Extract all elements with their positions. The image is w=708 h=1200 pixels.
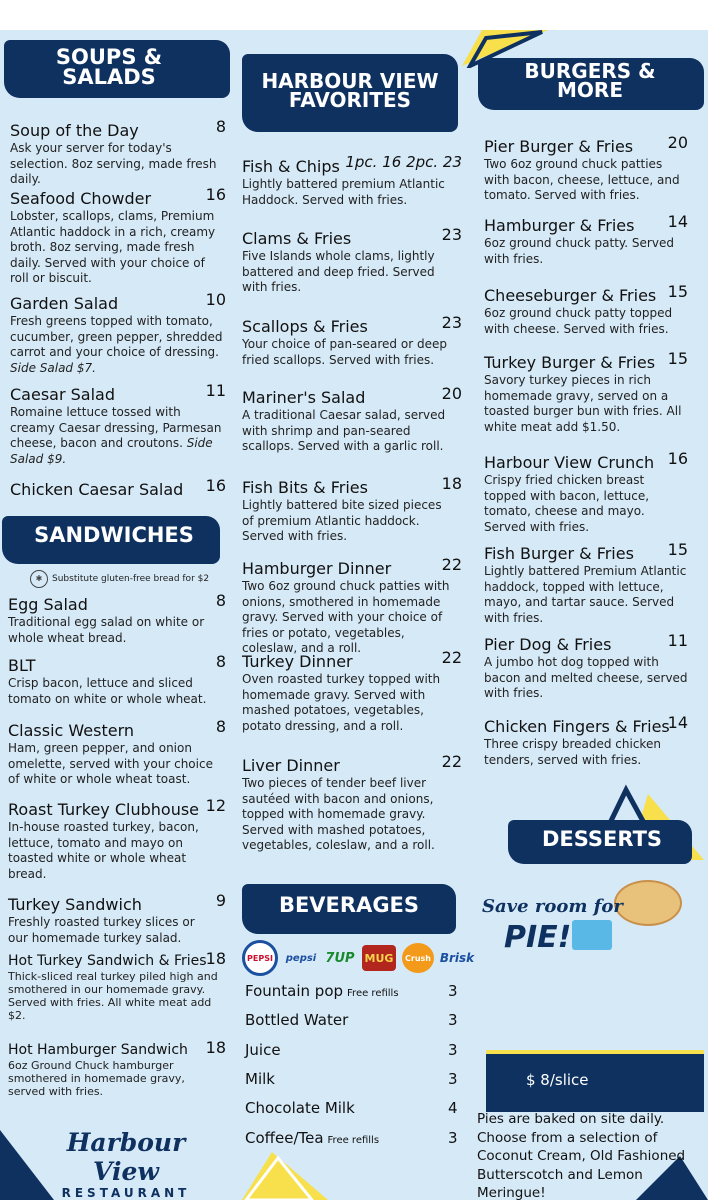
burgers-item bbox=[484, 713, 688, 768]
burgers-item-name: Chicken Fingers & Fries bbox=[484, 717, 670, 736]
sandwiches-item-name: Roast Turkey Clubhouse bbox=[8, 800, 200, 819]
burgers-item-name: Fish Burger & Fries bbox=[484, 544, 634, 563]
crush-logo: Crush bbox=[402, 943, 434, 973]
sandwiches-item-name: Hot Turkey Sandwich & Fries bbox=[8, 953, 207, 969]
burgers-item-description: Lightly battered Premium Atlantic haddock, topped with lettuce, mayo, and tartar sauce. Served with fries. bbox=[484, 564, 687, 625]
favorites-item-description: Your choice of pan-seared or deep fried scallops. Served with fries. bbox=[242, 337, 447, 367]
soups-item-price: 8 bbox=[215, 117, 226, 136]
sandwiches-item bbox=[8, 717, 226, 788]
burgers-item-description: Savory turkey pieces in rich homemade gravy, served on a toasted burger bun with fries. All white meat add $1.50. bbox=[484, 373, 682, 434]
soups-item-price: 16 bbox=[205, 185, 226, 204]
burgers-item-price: 14 bbox=[667, 212, 688, 231]
7up-logo: 7UP bbox=[325, 950, 355, 966]
beverage-item-price: 3 bbox=[448, 1011, 458, 1029]
sandwiches-item-description: Freshly roasted turkey slices or our homemade turkey salad. bbox=[8, 915, 195, 945]
burgers-title: BURGERS & MORE bbox=[524, 59, 656, 102]
triangle-decoration-bev bbox=[232, 1150, 332, 1200]
beverage-item-name: Chocolate Milk bbox=[245, 1099, 355, 1117]
beverage-item-price: 3 bbox=[448, 1129, 458, 1147]
burgers-item-name: Hamburger & Fries bbox=[484, 216, 635, 235]
burgers-item-name: Turkey Burger & Fries bbox=[484, 353, 656, 372]
soups-item bbox=[10, 476, 226, 499]
soups-item-price: 16 bbox=[205, 476, 226, 495]
soups-item-description: Fresh greens topped with tomato, cucumber, green pepper, shredded carrot and your choice of dressing. Side Salad $7. bbox=[10, 314, 223, 375]
burgers-item-price: 15 bbox=[667, 349, 688, 368]
soups-item-note: Side Salad $7. bbox=[10, 360, 96, 375]
burgers-item-price: 15 bbox=[667, 540, 688, 559]
sandwiches-item-description: In-house roasted turkey, bacon, lettuce, tomato and mayo on toasted white or whole wheat bread. bbox=[8, 820, 199, 881]
favorites-title: HARBOUR VIEW FAVORITES bbox=[261, 69, 439, 112]
favorites-item bbox=[242, 153, 462, 208]
soups-item-name: Seafood Chowder bbox=[10, 189, 152, 208]
sandwiches-item bbox=[8, 652, 226, 707]
mug-logo: MUG bbox=[362, 945, 396, 971]
favorites-item-name: Mariner's Salad bbox=[242, 388, 366, 407]
desserts-title: DESSERTS bbox=[541, 827, 663, 851]
sandwiches-item-price: 8 bbox=[215, 591, 226, 610]
sandwiches-item-description: Crisp bacon, lettuce and sliced tomato on white or whole wheat. bbox=[8, 676, 207, 706]
sandwiches-item-name: Hot Hamburger Sandwich bbox=[8, 1042, 188, 1058]
sandwiches-item-price: 18 bbox=[205, 949, 226, 968]
burgers-item bbox=[484, 449, 688, 535]
soups-item bbox=[10, 381, 226, 467]
favorites-item-description: Lightly battered premium Atlantic Haddock. Served with fries. bbox=[242, 177, 445, 207]
sandwiches-item-name: Egg Salad bbox=[8, 595, 88, 614]
sandwiches-item-name: BLT bbox=[8, 656, 36, 675]
soups-item-name: Garden Salad bbox=[10, 294, 119, 313]
burgers-item-price: 11 bbox=[667, 631, 688, 650]
favorites-item bbox=[242, 384, 462, 455]
sandwiches-item-description: Thick-sliced real turkey piled high and smothered in our homemade gravy. Served with fries. All white meat add $2. bbox=[8, 970, 218, 1022]
beverage-item-name: Fountain pop Free refills bbox=[245, 982, 399, 1000]
soups-item-description: Ask your server for today's selection. 8oz serving, made fresh daily. bbox=[10, 141, 217, 186]
sandwiches-item-description: 6oz Ground Chuck hamburger smothered in homemade gravy, served with fries. bbox=[8, 1059, 185, 1098]
sandwiches-item bbox=[8, 891, 226, 946]
favorites-item-name: Fish & Chips bbox=[242, 157, 340, 176]
beverage-refill-note: Free refills bbox=[327, 1135, 380, 1146]
dessert-price: $ 8/slice bbox=[526, 1071, 589, 1089]
sandwiches-item-price: 18 bbox=[205, 1038, 226, 1057]
favorites-item-name: Scallops & Fries bbox=[242, 317, 368, 336]
soups-item-price: 11 bbox=[205, 381, 226, 400]
burgers-item-description: Three crispy breaded chicken tenders, served with fries. bbox=[484, 737, 661, 767]
top-edge bbox=[0, 0, 708, 30]
favorites-item bbox=[242, 752, 462, 854]
gluten-free-note: ✱ Substitute gluten-free bread for $2 bbox=[30, 570, 209, 588]
sandwiches-item-description: Ham, green pepper, and onion omelette, served with your choice of white or whole wheat toast. bbox=[8, 741, 213, 786]
dessert-description: Pies are baked on site daily. Choose from a selection of Coconut Cream, Old Fashioned Butterscotch and Lemon Meringue! bbox=[477, 1111, 686, 1200]
sandwiches-item-name: Turkey Sandwich bbox=[8, 895, 142, 914]
burgers-item-name: Cheeseburger & Fries bbox=[484, 286, 657, 305]
favorites-item bbox=[242, 225, 462, 296]
favorites-item-price: 18 bbox=[441, 474, 462, 493]
sandwiches-item-name: Classic Western bbox=[8, 721, 135, 740]
burgers-item-name: Pier Burger & Fries bbox=[484, 137, 634, 156]
sandwiches-item bbox=[8, 796, 226, 882]
burgers-item-description: 6oz ground chuck patty topped with cheese. Served with fries. bbox=[484, 306, 673, 336]
favorites-item-description: Five Islands whole clams, lightly battered and deep fried. Served with fries. bbox=[242, 249, 435, 294]
soups-item-name: Chicken Caesar Salad bbox=[10, 480, 184, 499]
burgers-item-price: 16 bbox=[667, 449, 688, 468]
sandwiches-item-price: 12 bbox=[205, 796, 226, 815]
beverage-item-price: 3 bbox=[448, 982, 458, 1000]
sandwiches-item-price: 8 bbox=[215, 717, 226, 736]
sandwiches-title: SANDWICHES bbox=[34, 523, 194, 547]
diet-pepsi-logo: pepsi bbox=[285, 952, 317, 964]
soups-item-description: Lobster, scallops, clams, Premium Atlantic haddock in a rich, creamy broth. 8oz serving, made fresh daily. Served with your choice of roll or biscuit. bbox=[10, 209, 216, 285]
favorites-item bbox=[242, 648, 462, 734]
gluten-free-icon: ✱ bbox=[30, 570, 48, 588]
soups-title: SOUPS & SALADS bbox=[55, 45, 163, 89]
burgers-item bbox=[484, 631, 688, 702]
soups-item bbox=[10, 117, 226, 188]
favorites-item-description: Oven roasted turkey topped with homemade gravy. Served with mashed potatoes, vegetables, potato dressing, and a roll. bbox=[242, 672, 441, 733]
sandwiches-item-description: Traditional egg salad on white or whole wheat bread. bbox=[8, 615, 205, 645]
sandwiches-item-price: 9 bbox=[215, 891, 226, 910]
beverages-title: BEVERAGES bbox=[278, 893, 420, 917]
brand-logo: Harbour View RESTAURANT bbox=[61, 1128, 191, 1200]
burgers-item bbox=[484, 212, 688, 267]
burgers-item bbox=[484, 133, 688, 204]
burgers-item-name: Pier Dog & Fries bbox=[484, 635, 612, 654]
beverage-item-name: Juice bbox=[245, 1041, 281, 1059]
burgers-item-price: 20 bbox=[667, 133, 688, 152]
favorites-item-price: 23 bbox=[441, 313, 462, 332]
favorites-item-name: Hamburger Dinner bbox=[242, 559, 392, 578]
sandwiches-item-price: 8 bbox=[215, 652, 226, 671]
beverage-item-price: 3 bbox=[448, 1070, 458, 1088]
favorites-item-price: 1pc. 16 2pc. 23 bbox=[345, 153, 462, 171]
soups-item bbox=[10, 290, 226, 376]
favorites-item-description: Two 6oz ground chuck patties with onions, smothered in homemade gravy. Served with your choice of fries or potato, vegetables, coleslaw, and a roll. bbox=[242, 579, 450, 655]
favorites-item-description: A traditional Caesar salad, served with shrimp and pan-seared scallops. Served with a garlic roll. bbox=[242, 408, 446, 453]
beverage-refill-note: Free refills bbox=[347, 988, 399, 999]
favorites-item-name: Clams & Fries bbox=[242, 229, 352, 248]
pie-box-shape bbox=[572, 920, 612, 950]
favorites-item bbox=[242, 313, 462, 368]
soups-item-name: Caesar Salad bbox=[10, 385, 115, 404]
burgers-item bbox=[484, 282, 688, 337]
favorites-item-price: 22 bbox=[441, 648, 462, 667]
dessert-price-stripe bbox=[486, 1050, 704, 1054]
pepsi-logo: PEPSI bbox=[242, 940, 278, 976]
beverage-item-name: Coffee/Tea Free refills bbox=[245, 1129, 380, 1147]
favorites-item-description: Lightly battered bite sized pieces of premium Atlantic haddock. Served with fries. bbox=[242, 498, 442, 543]
pie-promo: Save room for PIE! bbox=[482, 880, 692, 960]
beverage-item-price: 4 bbox=[448, 1099, 458, 1117]
pie-icon bbox=[614, 880, 682, 926]
beverage-brand-logos bbox=[242, 940, 474, 976]
favorites-item-name: Liver Dinner bbox=[242, 756, 340, 775]
beverage-item-name: Bottled Water bbox=[245, 1011, 349, 1029]
burgers-item bbox=[484, 540, 688, 626]
favorites-item-price: 22 bbox=[441, 555, 462, 574]
dessert-price-banner bbox=[486, 1050, 704, 1112]
soups-item-price: 10 bbox=[205, 290, 226, 309]
burgers-item-price: 14 bbox=[667, 713, 688, 732]
sandwiches-item bbox=[8, 1038, 226, 1098]
soups-item bbox=[10, 185, 226, 287]
burgers-item bbox=[484, 349, 688, 435]
favorites-item bbox=[242, 555, 462, 657]
soups-item-note: Side Salad $9. bbox=[10, 436, 213, 466]
favorites-item bbox=[242, 474, 462, 545]
sandwiches-item bbox=[8, 591, 226, 646]
beverage-item-price: 3 bbox=[448, 1041, 458, 1059]
burgers-item-description: Crispy fried chicken breast topped with bacon, lettuce, tomato, cheese and mayo. Served with fries. bbox=[484, 473, 650, 534]
favorites-item-name: Turkey Dinner bbox=[242, 652, 353, 671]
favorites-item-description: Two pieces of tender beef liver sautéed with bacon and onions, topped with homemade gravy. Served with mashed potatoes, vegetables, coleslaw, and a roll. bbox=[242, 776, 435, 852]
burgers-item-price: 15 bbox=[667, 282, 688, 301]
burgers-item-description: 6oz ground chuck patty. Served with fries. bbox=[484, 236, 674, 266]
burgers-item-description: A jumbo hot dog topped with bacon and melted cheese, served with fries. bbox=[484, 655, 688, 700]
favorites-item-price: 20 bbox=[441, 384, 462, 403]
brisk-logo: Brisk bbox=[439, 951, 475, 965]
soups-item-description: Romaine lettuce tossed with creamy Caesar dressing, Parmesan cheese, bacon and croutons. Side Salad $9. bbox=[10, 405, 222, 466]
favorites-item-price: 23 bbox=[441, 225, 462, 244]
beverage-item-name: Milk bbox=[245, 1070, 275, 1088]
favorites-item-name: Fish Bits & Fries bbox=[242, 478, 368, 497]
sandwiches-item bbox=[8, 949, 226, 1022]
soups-item-name: Soup of the Day bbox=[10, 121, 139, 140]
favorites-item-price: 22 bbox=[441, 752, 462, 771]
burgers-item-name: Harbour View Crunch bbox=[484, 453, 655, 472]
burgers-item-description: Two 6oz ground chuck patties with bacon, cheese, lettuce, and tomato. Served with fries. bbox=[484, 157, 680, 202]
